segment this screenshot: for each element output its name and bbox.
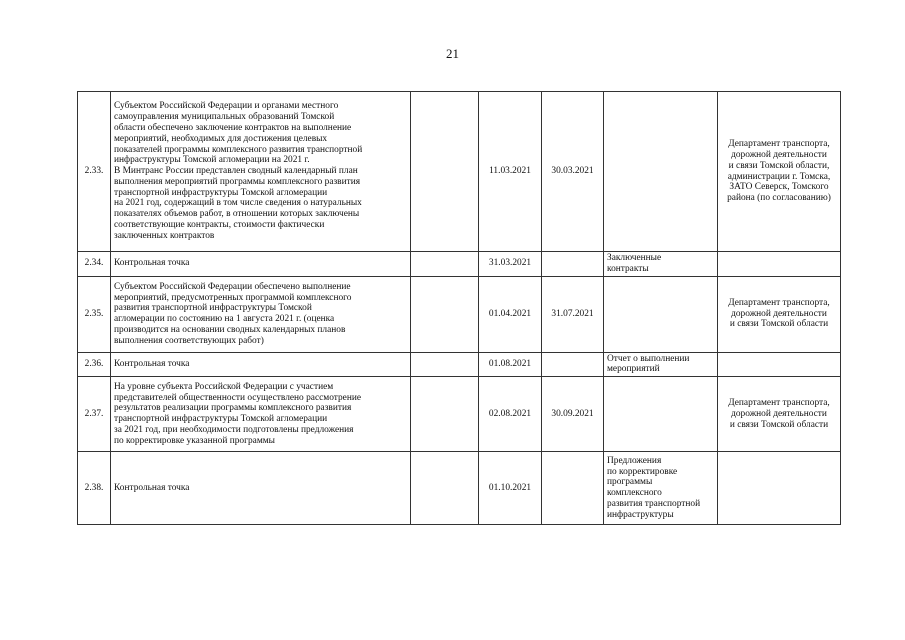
row-end-date [542, 452, 604, 525]
row-number: 2.34. [78, 252, 111, 277]
row-end-date [542, 352, 604, 377]
plan-table [77, 91, 841, 525]
table-row [78, 276, 841, 352]
row-description: Контрольная точка [111, 352, 411, 377]
row-end-date: 30.09.2021 [542, 377, 604, 452]
row-end-date: 30.03.2021 [542, 92, 604, 252]
row-number: 2.35. [78, 276, 111, 352]
row-extra-cell [411, 452, 479, 525]
row-extra-cell [411, 92, 479, 252]
row-start-date: 01.04.2021 [479, 276, 542, 352]
row-number: 2.36. [78, 352, 111, 377]
row-extra-cell [411, 352, 479, 377]
row-responsible [718, 352, 841, 377]
row-start-date: 01.08.2021 [479, 352, 542, 377]
row-description: Субъектом Российской Федерации и органами местного самоуправления муниципальных образований Томской области обеспечено заключение контрактов на выполнение мероприятий, необходимых для достижения целевых показателей программы комплексного развития транспортной инфраструктуры Томской агломерации на 2021 г. В Минтранс России представлен сводный календарный план выполнения мероприятий программы комплексного развития транспортной инфраструктуры Томской агломерации на 2021 год, содержащий в том числе сведения о натуральных показателях объемов работ, в отношении которых заключены соответствующие контракты, стоимости фактически заключенных контрактов [111, 92, 411, 252]
row-extra-cell [411, 252, 479, 277]
row-number: 2.37. [78, 377, 111, 452]
row-responsible [718, 252, 841, 277]
table-row [78, 352, 841, 377]
table-row [78, 252, 841, 277]
row-result [604, 377, 718, 452]
row-start-date: 01.10.2021 [479, 452, 542, 525]
row-responsible: Департамент транспорта, дорожной деятельности и связи Томской области [718, 377, 841, 452]
row-description: Субъектом Российской Федерации обеспечено выполнение мероприятий, предусмотренных программой комплексного развития транспортной инфраструктуры Томской агломерации по состоянию на 1 августа 2021 г. (оценка производится на основании сводных календарных планов выполнения соответствующих работ) [111, 276, 411, 352]
row-responsible: Департамент транспорта, дорожной деятельности и связи Томской области, администрации г. Томска, ЗАТО Северск, Томского района (по согласованию) [718, 92, 841, 252]
row-end-date: 31.07.2021 [542, 276, 604, 352]
row-description: На уровне субъекта Российской Федерации с участием представителей общественности осуществлено рассмотрение результатов реализации программы комплексного развития транспортной инфраструктуры Томской агломерации за 2021 год, при необходимости подготовлены предложения по корректировке указанной программы [111, 377, 411, 452]
row-extra-cell [411, 276, 479, 352]
row-result [604, 276, 718, 352]
row-responsible: Департамент транспорта, дорожной деятельности и связи Томской области [718, 276, 841, 352]
row-result: Предложения по корректировке программы комплексного развития транспортной инфраструктуры [604, 452, 718, 525]
row-result [604, 92, 718, 252]
row-end-date [542, 252, 604, 277]
row-start-date: 02.08.2021 [479, 377, 542, 452]
table-row [78, 377, 841, 452]
table-row [78, 452, 841, 525]
page-number: 21 [446, 46, 459, 61]
row-description: Контрольная точка [111, 252, 411, 277]
table-row [78, 92, 841, 252]
row-result: Отчет о выполнении мероприятий [604, 352, 718, 377]
row-result: Заключенные контракты [604, 252, 718, 277]
row-number: 2.38. [78, 452, 111, 525]
row-description: Контрольная точка [111, 452, 411, 525]
row-number: 2.33. [78, 92, 111, 252]
row-start-date: 11.03.2021 [479, 92, 542, 252]
row-extra-cell [411, 377, 479, 452]
row-responsible [718, 452, 841, 525]
row-start-date: 31.03.2021 [479, 252, 542, 277]
